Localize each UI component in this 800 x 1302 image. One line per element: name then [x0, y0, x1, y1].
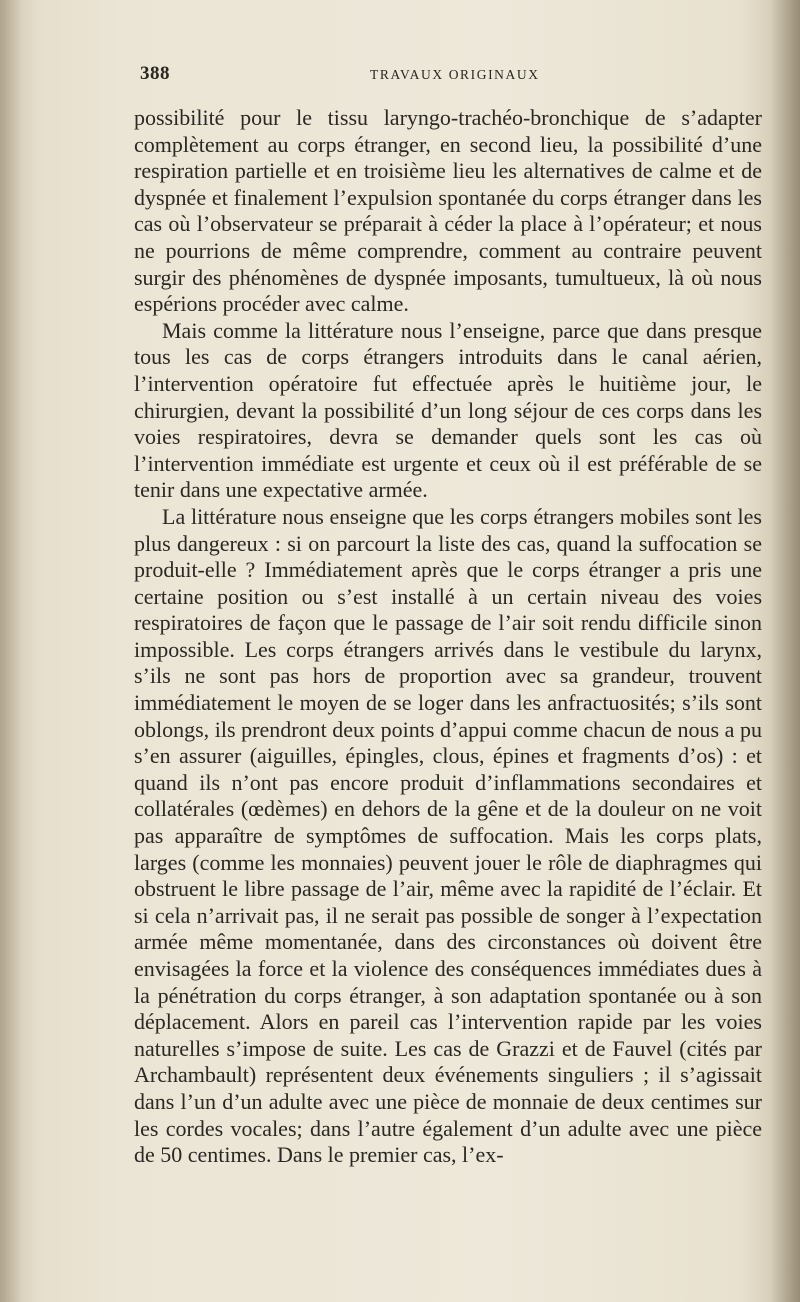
running-header [140, 63, 762, 87]
paragraph-3: La littérature nous enseigne que les corps étrangers mobiles sont les plus dangereux : si on parcourt la liste des cas, quand la suffocation se produit-elle ? Immédiatement après que le corps étranger a pris une certaine position ou s’est installé à un certain niveau des voies respiratoires de façon que le passage de l’air soit rendu difficile sinon impossible. Les corps étrangers arrivés dans le vestibule du larynx, s’ils ne sont pas hors de proportion avec sa grandeur, trouvent immédiatement le moyen de se loger dans les anfractuosités; s’ils sont oblongs, ils prendront deux points d’appui comme chacun de nous a pu s’en assurer (aiguilles, épingles, clous, épines et fragments d’os) : et quand ils n’ont pas encore produit d’inflammations secondaires et collatérales (œdèmes) en dehors de la gêne et de la douleur on ne voit pas apparaître de symptômes de suffocation. Mais les corps plats, larges (comme les monnaies) peuvent jouer le rôle de diaphragmes qui obstruent le libre passage de l’air, même avec la rapidité de l’éclair. Et si cela n’arrivait pas, il ne serait pas possible de songer à l’expectation armée même momentanée, dans des circonstances où doivent être envisagées la force et la violence des conséquences immédiates dues à la pénétration du corps étranger, à son adaptation spontanée ou à son déplacement. Alors en pareil cas l’intervention rapide par les voies naturelles s’impose de suite. Les cas de Grazzi et de Fauvel (cités par Archambault) représentent deux événements singuliers ; il s’agissait dans l’un d’un adulte avec une pièce de monnaie de deux centimes sur les cordes vocales; dans l’autre également d’un adulte avec une pièce de 50 centimes. Dans le premier cas, l’ex- [134, 503, 762, 1168]
paragraph-2: Mais comme la littérature nous l’enseigne, parce que dans presque tous les cas de corps étrangers introduits dans le canal aérien, l’intervention opératoire fut effectuée après le huitième jour, le chirurgien, devant la possibilité d’un long séjour de ces corps dans les voies respiratoires, devra se demander quels sont les cas où l’intervention immédiate est urgente et ceux où il est préférable de se tenir dans une expectative armée. [134, 317, 762, 503]
paragraph-1: possibilité pour le tissu laryngo-trachéo-bronchique de s’adapter complètement au corps étranger, en second lieu, la possibilité d’une respiration partielle et en troisième lieu les alternatives de calme et de dyspnée et finalement l’expulsion spontanée du corps étranger dans les cas où l’observateur se préparait à céder la place à l’opérateur; et nous ne pourrions de même comprendre, comment au contraire peuvent surgir des phénomènes de dyspnée imposants, tumultueux, là où nous espérions procéder avec calme. [134, 105, 762, 317]
page-number: 388 [140, 63, 170, 84]
page-edge-shadow [770, 0, 800, 1302]
body-text [134, 105, 762, 1169]
binding-shadow [0, 0, 22, 1302]
running-title: TRAVAUX ORIGINAUX [370, 67, 540, 82]
